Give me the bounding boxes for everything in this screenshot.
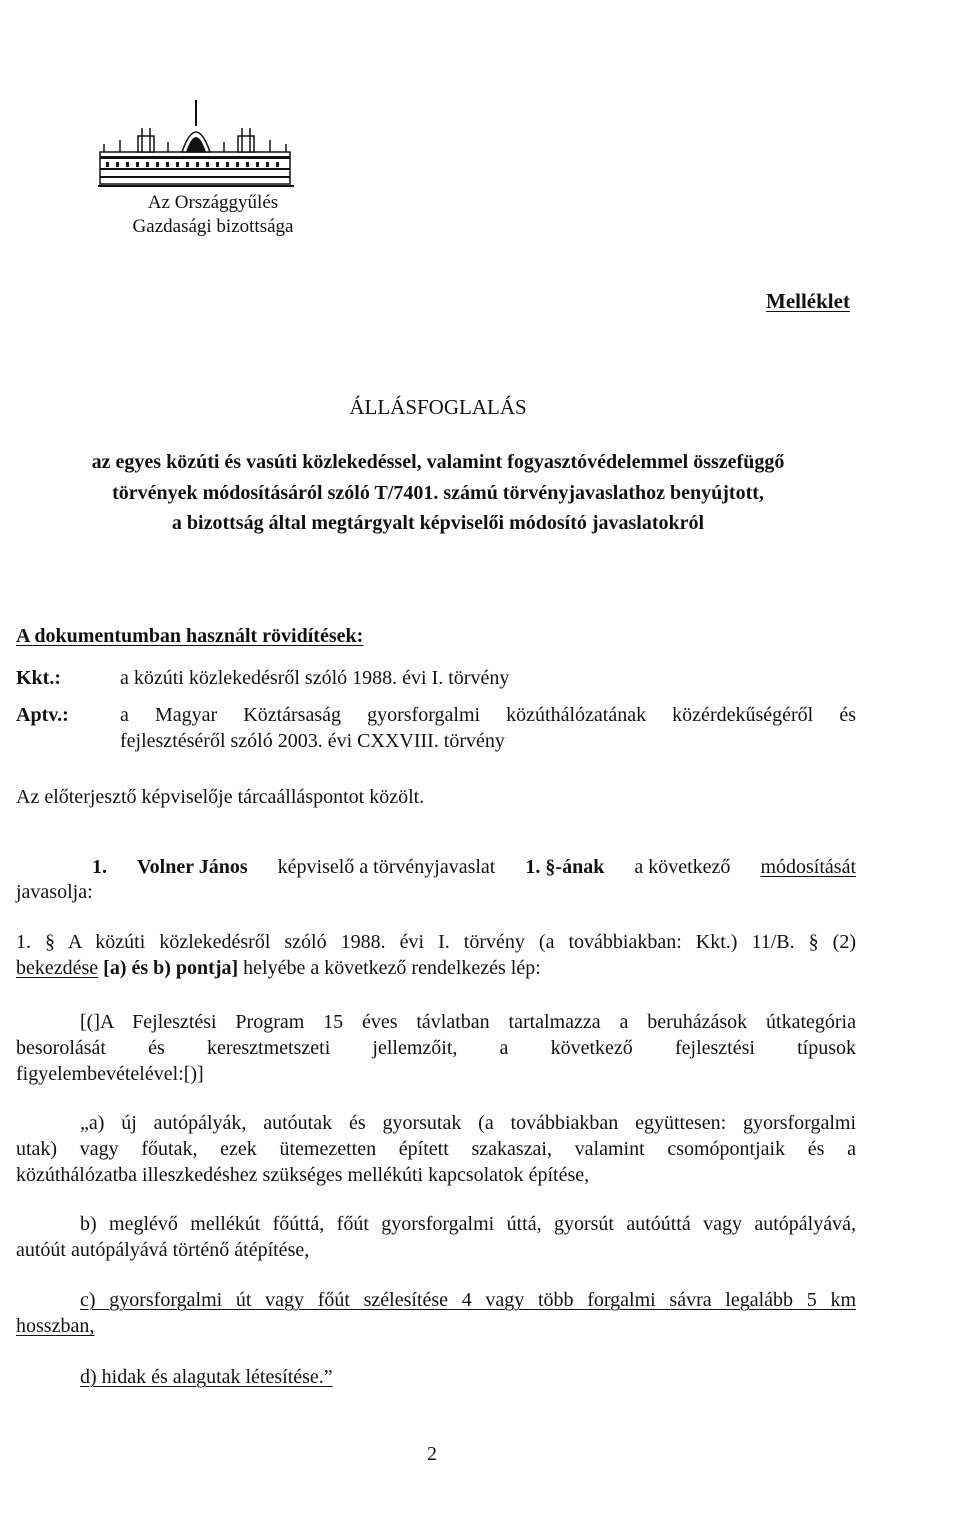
- parliament-building-icon: [98, 100, 294, 190]
- amendment-line-2: [16, 957, 541, 980]
- proposer-name: Volner János: [137, 856, 248, 878]
- abbreviations-heading: A dokumentumban használt rövidítések:: [16, 625, 364, 647]
- intro-line-2: besorolását és keresztmetszeti jellemzőit, a következő fejlesztési típusok: [16, 1037, 856, 1059]
- point-b-line-2: autóút autópályává történő átépítése,: [16, 1239, 310, 1261]
- proposal-line: [16, 856, 856, 879]
- subtitle-line-3: a bizottság által megtárgyalt képviselői módosító javaslatokról: [171, 512, 705, 534]
- abbreviation-aptv-text-2: fejlesztéséről szóló 2003. évi CXXVIII. törvény: [120, 730, 505, 752]
- annex-label: Melléklet: [766, 289, 850, 313]
- abbreviation-kkt: Kkt.:: [16, 667, 61, 689]
- page-number: 2: [427, 1443, 437, 1465]
- point-c-line-1: c) gyorsforgalmi út vagy főút szélesítése 4 vagy több forgalmi sávra legalább 5 km: [80, 1289, 856, 1311]
- modification-word: módosítását: [760, 856, 856, 878]
- point-a-line-3: közúthálózatba illeszkedéshez szükséges mellékúti kapcsolatok építése,: [16, 1164, 590, 1186]
- point-b-line-1: b) meglévő mellékút főúttá, főút gyorsforgalmi úttá, gyorsút autóúttá vagy autópályává,: [80, 1213, 856, 1235]
- abbreviation-kkt-text: a közúti közlekedésről szóló 1988. évi I. törvény: [120, 667, 510, 689]
- amendment-points: [a) és b) pontja]: [103, 957, 239, 979]
- subtitle-line-1: az egyes közúti és vasúti közlekedéssel, valamint fogyasztóvédelemmel összefüggő: [91, 451, 785, 473]
- document-title: ÁLLÁSFOGLALÁS: [349, 395, 527, 419]
- amendment-line-1: 1. § A közúti közlekedésről szóló 1988. évi I. törvény (a továbbiakban: Kkt.) 11/B. § (2): [16, 931, 856, 953]
- point-a-line-1: „a) új autópályák, autóutak és gyorsutak (a továbbiakban együttesen: gyorsforgalmi: [80, 1112, 856, 1134]
- section-reference: 1. §-ának: [525, 856, 605, 878]
- institution-name: Az Országgyűlés: [147, 192, 279, 213]
- abbreviation-aptv-text-1: a Magyar Köztársaság gyorsforgalmi közúthálózatának közérdekűségéről és: [120, 704, 856, 726]
- proposal-continuation: javasolja:: [16, 881, 93, 903]
- subtitle-line-2: törvények módosításáról szóló T/7401. számú törvényjavaslathoz benyújtott,: [112, 482, 764, 504]
- proposal-number: 1.: [92, 856, 107, 878]
- proposal-text-b: a következő: [634, 856, 731, 878]
- intro-line-1: [(]A Fejlesztési Program 15 éves távlatban tartalmazza a beruházások útkategória: [80, 1011, 856, 1033]
- amendment-line-2-rest: helyébe a következő rendelkezés lép:: [243, 957, 541, 979]
- amendment-paragraph-word: bekezdése: [16, 957, 99, 979]
- point-c-line-2: hosszban,: [16, 1315, 95, 1337]
- proposal-text-a: képviselő a törvényjavaslat: [277, 856, 496, 878]
- point-a-line-2: utak) vagy főutak, ezek ütemezetten épített szakaszai, valamint csomópontjaik és a: [16, 1138, 856, 1160]
- government-position: Az előterjesztő képviselője tárcaálláspontot közölt.: [16, 786, 425, 808]
- intro-line-3: figyelembevételével:[)]: [16, 1063, 204, 1085]
- abbreviation-aptv: Aptv.:: [16, 704, 69, 726]
- committee-name: Gazdasági bizottsága: [132, 216, 294, 237]
- point-d-line: d) hidak és alagutak létesítése.”: [80, 1366, 333, 1388]
